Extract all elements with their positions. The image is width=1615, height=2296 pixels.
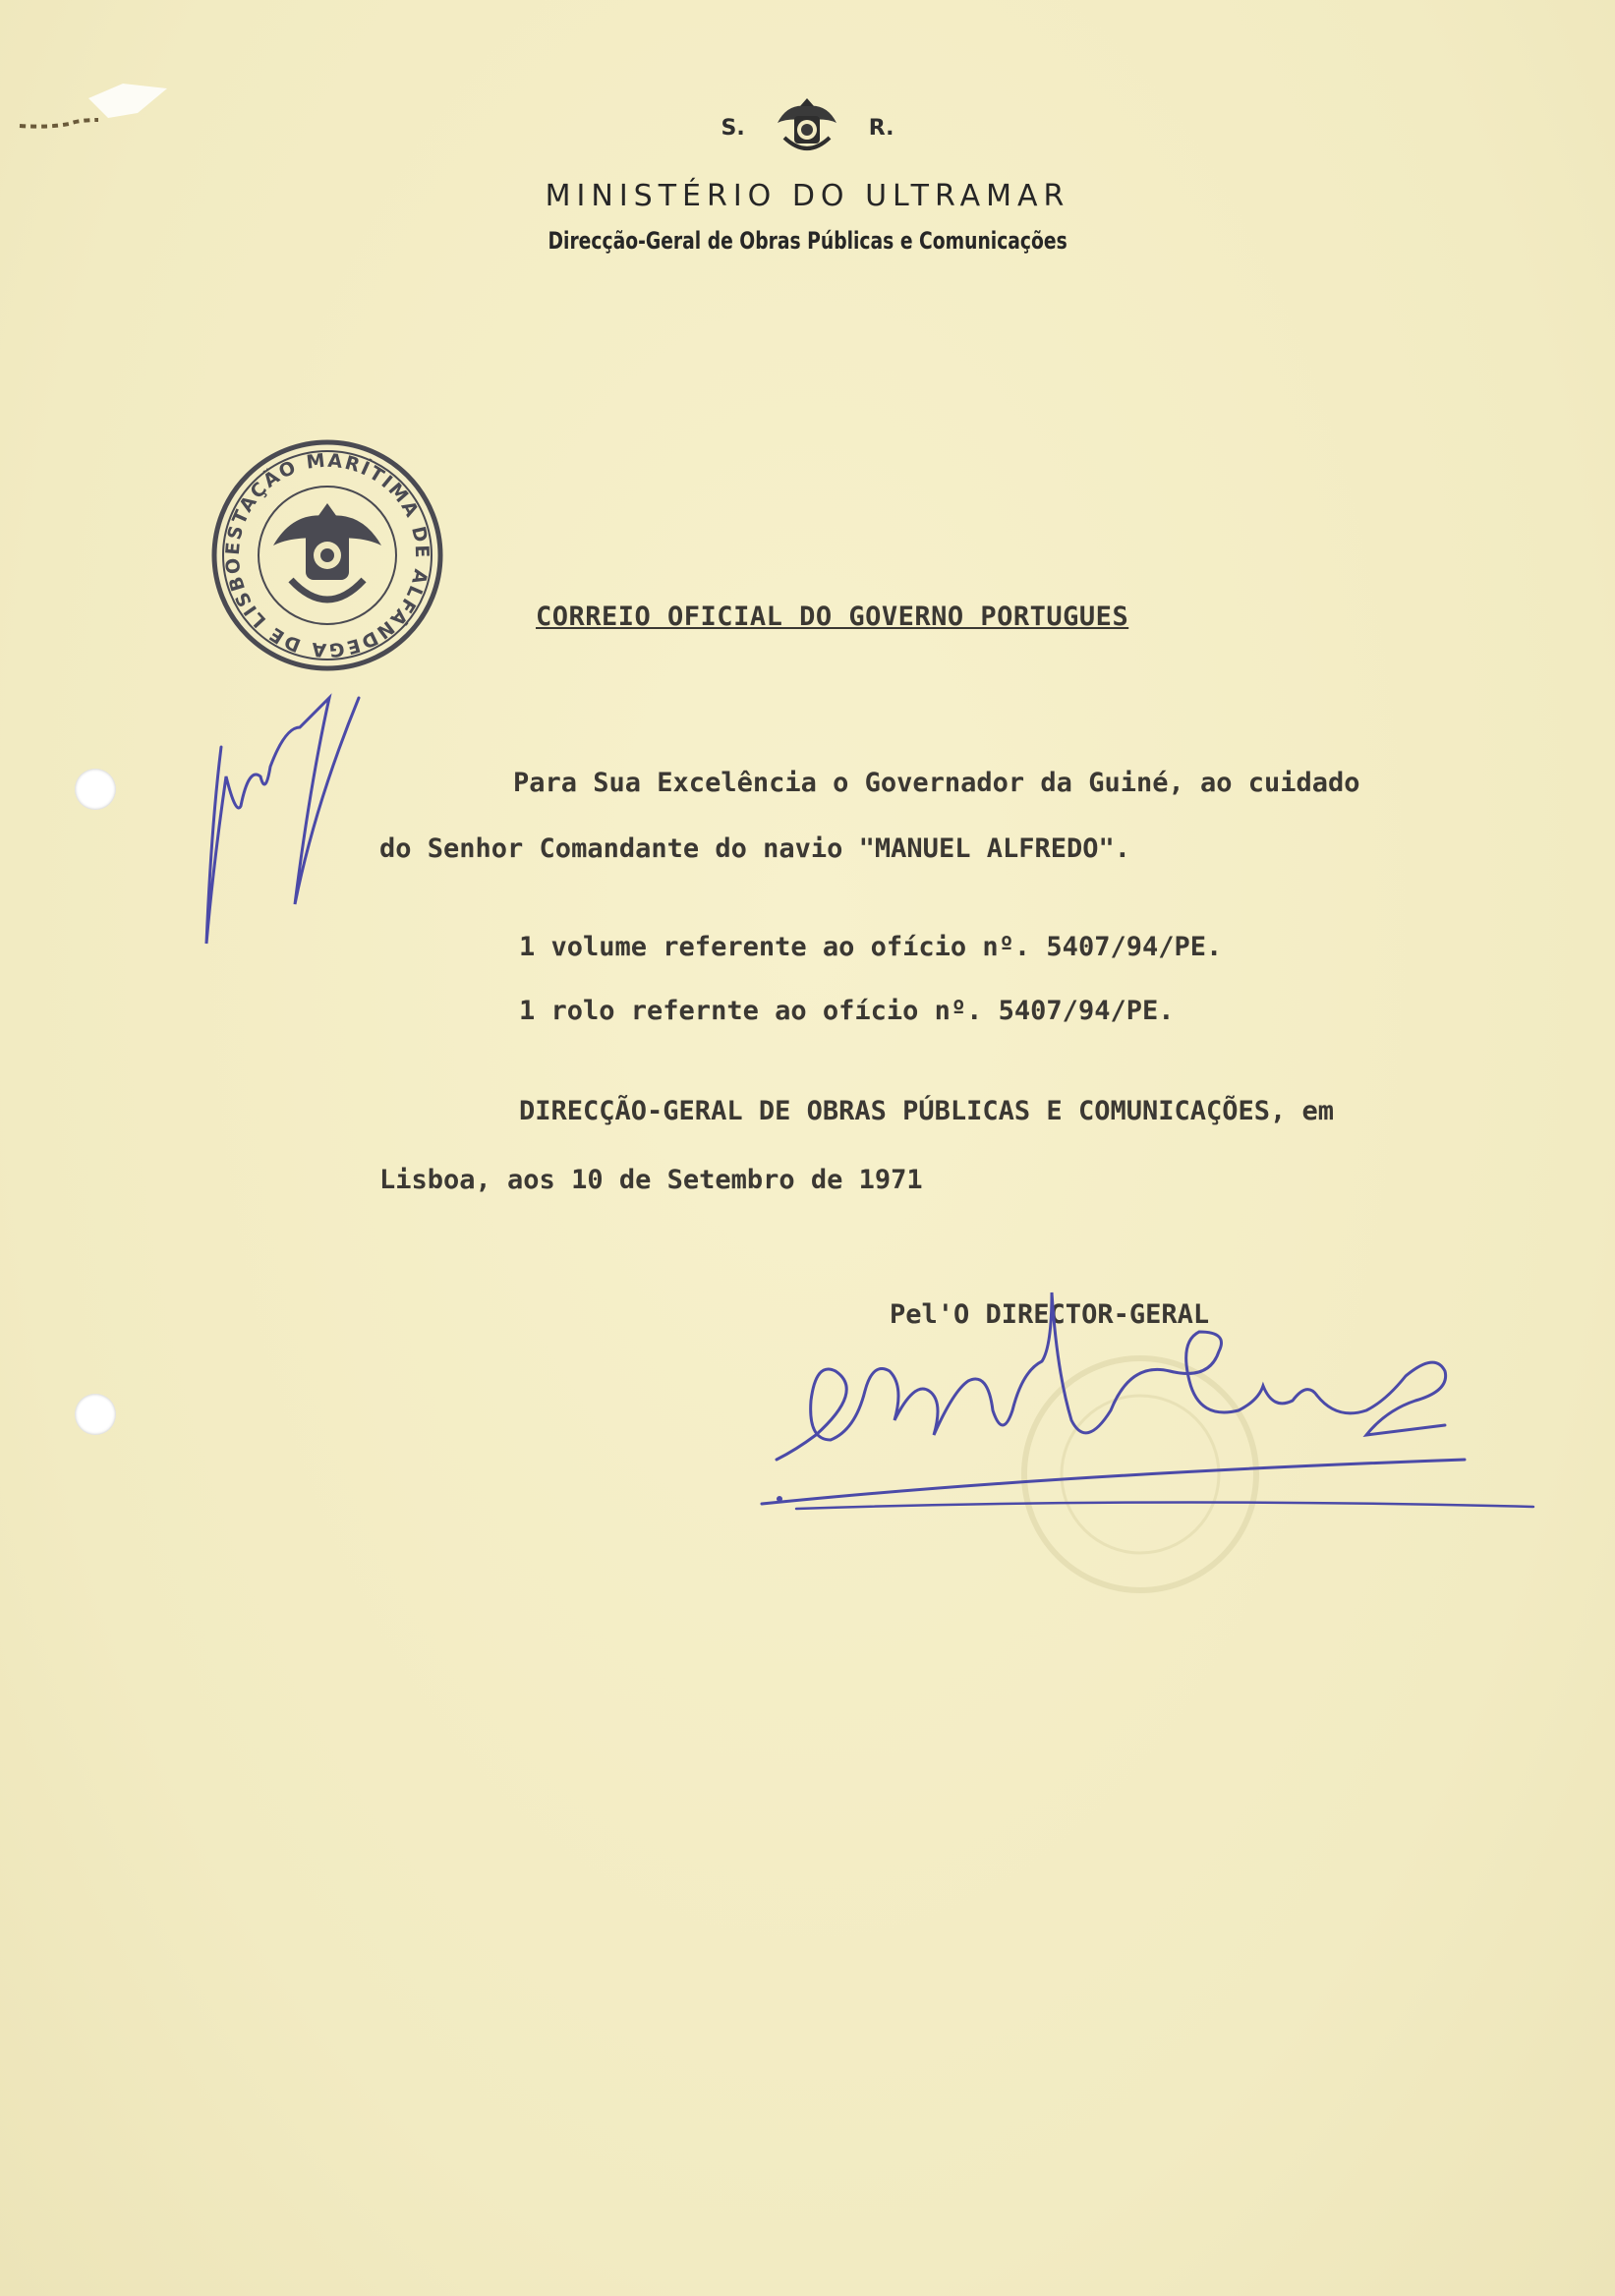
body-item-2: 1 rolo refernte ao ofício nº. 5407/94/PE. (519, 996, 1175, 1026)
letterhead (0, 98, 1615, 255)
body-item-1: 1 volume referente ao ofício nº. 5407/94/PE. (519, 932, 1223, 962)
coat-of-arms-icon (773, 98, 841, 157)
signature-label: Pel'O DIRECTOR-GERAL (890, 1299, 1210, 1330)
closing-line-1: DIRECÇÃO-GERAL DE OBRAS PÚBLICAS E COMUNICAÇÕES, em (519, 1096, 1335, 1126)
body-line-1: Para Sua Excelência o Governador da Guiné, ao cuidado (513, 768, 1360, 798)
body-line-2: do Senhor Comandante do navio "MANUEL ALFREDO". (379, 833, 1131, 864)
letterhead-marks (0, 98, 1615, 157)
customs-stamp (196, 416, 450, 678)
director-signature (757, 1263, 1504, 1519)
letterhead-left-mark: S. (721, 115, 745, 141)
stamp-ring-text: ESTAÇÃO MARÍTIMA DE ALFÂNDEGA DE LISBOA (196, 416, 433, 661)
ministry-name: MINISTÉRIO DO ULTRAMAR (545, 179, 1070, 213)
directorate-name: Direcção-Geral de Obras Públicas e Comunicações (548, 227, 1067, 255)
closing-line-2: Lisboa, aos 10 de Setembro de 1971 (379, 1165, 923, 1195)
paper-tear-mark (10, 69, 167, 138)
letterhead-right-mark: R. (868, 115, 894, 141)
punch-hole-bottom (75, 1394, 116, 1435)
stamp-emblem-icon (273, 503, 381, 600)
document-title: CORREIO OFICIAL DO GOVERNO PORTUGUES (536, 602, 1129, 632)
initials-signature (192, 668, 388, 983)
punch-hole-top (75, 769, 116, 810)
